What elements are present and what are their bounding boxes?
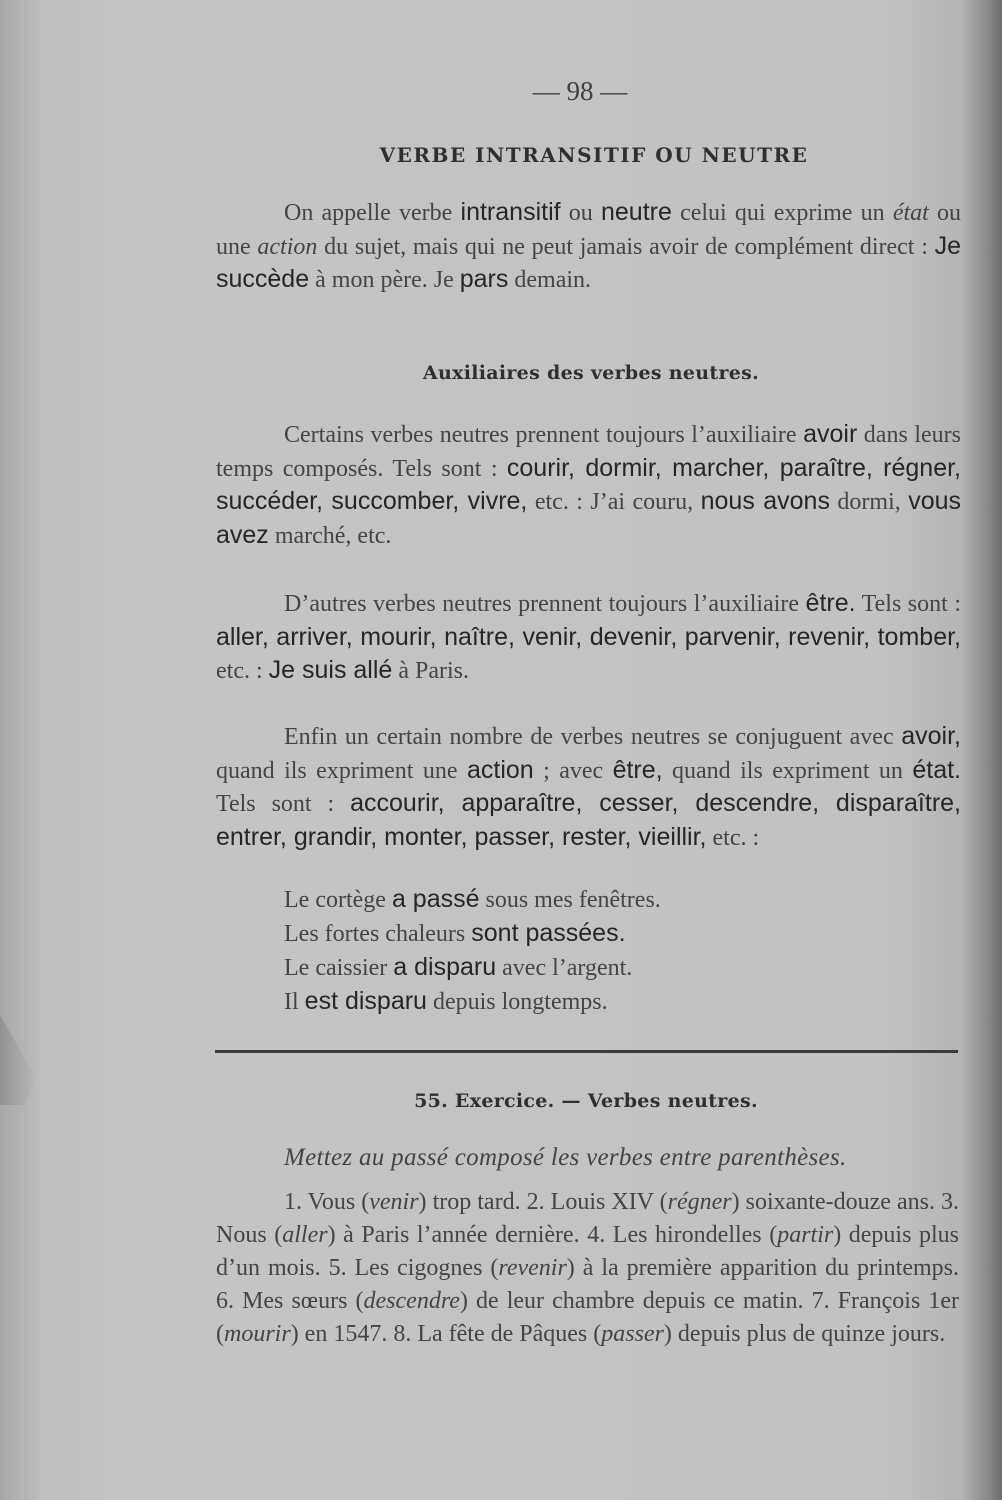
- exercise-text: 1. Vous (venir) trop tard. 2. Louis XIV (régner) soixante-douze ans. 3. Nous (aller) à Paris l’année dernière. 4. Les hirondelles (partir) depuis plus d’un mois. 5. Les cigognes (revenir) à la première apparition du printemps. 6. Mes sœurs (descendre) de leur chambre depuis ce matin. 7. François 1er (mourir) en 1547. 8. La fête de Pâques (passer) depuis plus de quinze jours.: [216, 1189, 960, 1347]
- paragraph-avoir-etre: Enfin un certain nombre de verbes neutres se conjuguent avec avoir, quand ils expriment une action ; avec être, quand ils expriment un état. Tels sont : accourir, apparaître, cesser, descendre, disparaître, entrer, grandir, monter, passer, rester, vieillir, etc. :: [216, 722, 961, 851]
- example-line: Le cortège a passé sous mes fenêtres.: [284, 885, 661, 913]
- intro-paragraph: On appelle verbe intransitif ou neutre celui qui exprime un état ou une action du sujet, mais qui ne peut jamais avoir de complément direct : Je succède à mon père. Je pars demain.: [216, 198, 962, 293]
- paragraph-etre: D’autres verbes neutres prennent toujours l’auxiliaire être. Tels sont : aller, arriver, mourir, naître, venir, devenir, parvenir, revenir, tomber, etc. : Je suis allé à Paris.: [216, 589, 961, 684]
- example-line: Le caissier a disparu avec l’argent.: [284, 953, 633, 981]
- exercise-instruction: Mettez au passé composé les verbes entre parenthèses.: [284, 1144, 847, 1171]
- page-number: — 98 —: [532, 76, 628, 106]
- section-heading: VERBE INTRANSITIF OU NEUTRE: [379, 143, 809, 167]
- subheading: Auxiliaires des verbes neutres.: [422, 362, 760, 384]
- horizontal-rule: [215, 1050, 958, 1053]
- exercise-title: 55. Exercice. — Verbes neutres.: [414, 1090, 758, 1112]
- paragraph-avoir: Certains verbes neutres prennent toujours l’auxiliaire avoir dans leurs temps composés. Tels sont : courir, dormir, marcher, paraître, régner, succéder, succomber, vivre, etc. : J’ai couru, nous avons dormi, vous avez marché, etc.: [216, 420, 962, 549]
- example-line: Il est disparu depuis longtemps.: [284, 987, 608, 1015]
- example-line: Les fortes chaleurs sont passées.: [284, 919, 626, 947]
